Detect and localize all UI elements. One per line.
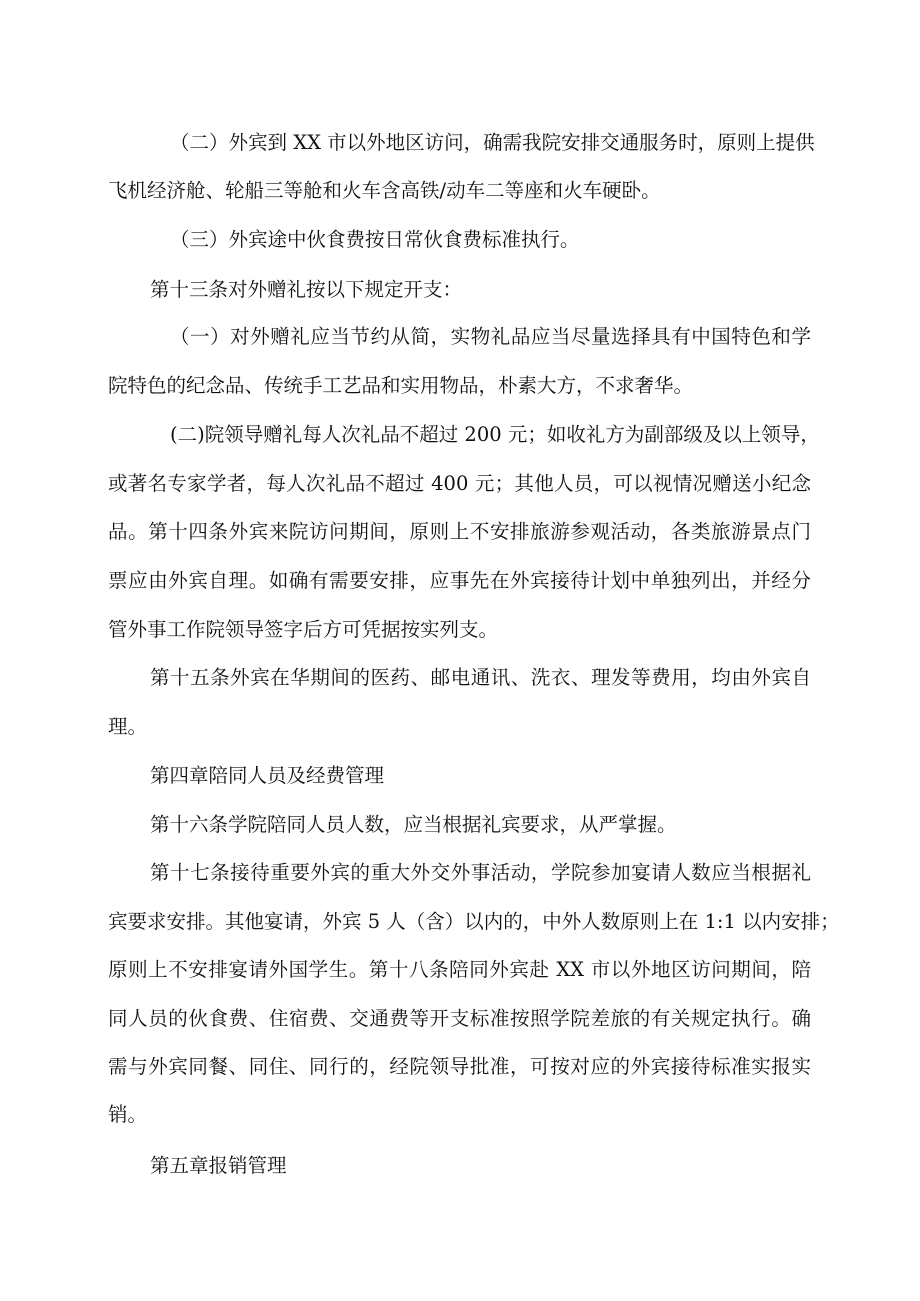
text-line: （一）对外赠礼应当节约从简，实物礼品应当尽量选择具有中国特色和学 <box>170 325 811 348</box>
text-line: 理。 <box>108 715 148 738</box>
text-line: （三）外宾途中伙食费按日常伙食费标准执行。 <box>170 228 580 251</box>
text-line: 管外事工作院领导签字后方可凭据按实列支。 <box>108 618 499 641</box>
text-line: 销。 <box>108 1103 148 1126</box>
chapter-heading: 第五章报销管理 <box>150 1154 287 1177</box>
text-line: 飞机经济舱、轮船三等舱和火车含高铁/动车二等座和火车硬卧。 <box>108 179 661 202</box>
text-line: 需与外宾同餐、同住、同行的，经院领导批准，可按对应的外宾接待标准实报实 <box>108 1055 811 1078</box>
text-line: 第十三条对外赠礼按以下规定开支： <box>150 278 463 301</box>
chapter-heading: 第四章陪同人员及经费管理 <box>150 764 385 787</box>
text-line: 同人员的伙食费、住宿费、交通费等开支标准按照学院差旅的有关规定执行。确 <box>108 1007 811 1030</box>
text-line: 第十七条接待重要外宾的重大外交外事活动，学院参加宴请人数应当根据礼 <box>150 861 811 884</box>
text-line: （二）外宾到 XX 市以外地区访问，确需我院安排交通服务时，原则上提供 <box>170 131 815 154</box>
text-line: (二)院领导赠礼每人次礼品不超过 200 元；如收礼方为副部级及以上领导， <box>170 423 820 446</box>
text-line: 第十六条学院陪同人员人数，应当根据礼宾要求，从严掌握。 <box>150 813 677 836</box>
text-line: 品。第十四条外宾来院访问期间，原则上不安排旅游参观活动，各类旅游景点门 <box>108 520 811 543</box>
text-line: 院特色的纪念品、传统手工艺品和实用物品，朴素大方，不求奢华。 <box>108 374 694 397</box>
text-line: 第十五条外宾在华期间的医药、邮电通讯、洗衣、理发等费用，均由外宾自 <box>150 666 811 689</box>
text-line: 或著名专家学者，每人次礼品不超过 400 元；其他人员，可以视情况赠送小纪念 <box>108 472 811 495</box>
text-line: 票应由外宾自理。如确有需要安排，应事先在外宾接待计划中单独列出，并经分 <box>108 569 811 592</box>
text-line: 原则上不安排宴请外国学生。第十八条陪同外宾赴 XX 市以外地区访问期间，陪 <box>108 958 811 981</box>
text-line: 宾要求安排。其他宴请，外宾 5 人（含）以内的，中外人数原则上在 1:1 以内安排； <box>108 910 840 933</box>
